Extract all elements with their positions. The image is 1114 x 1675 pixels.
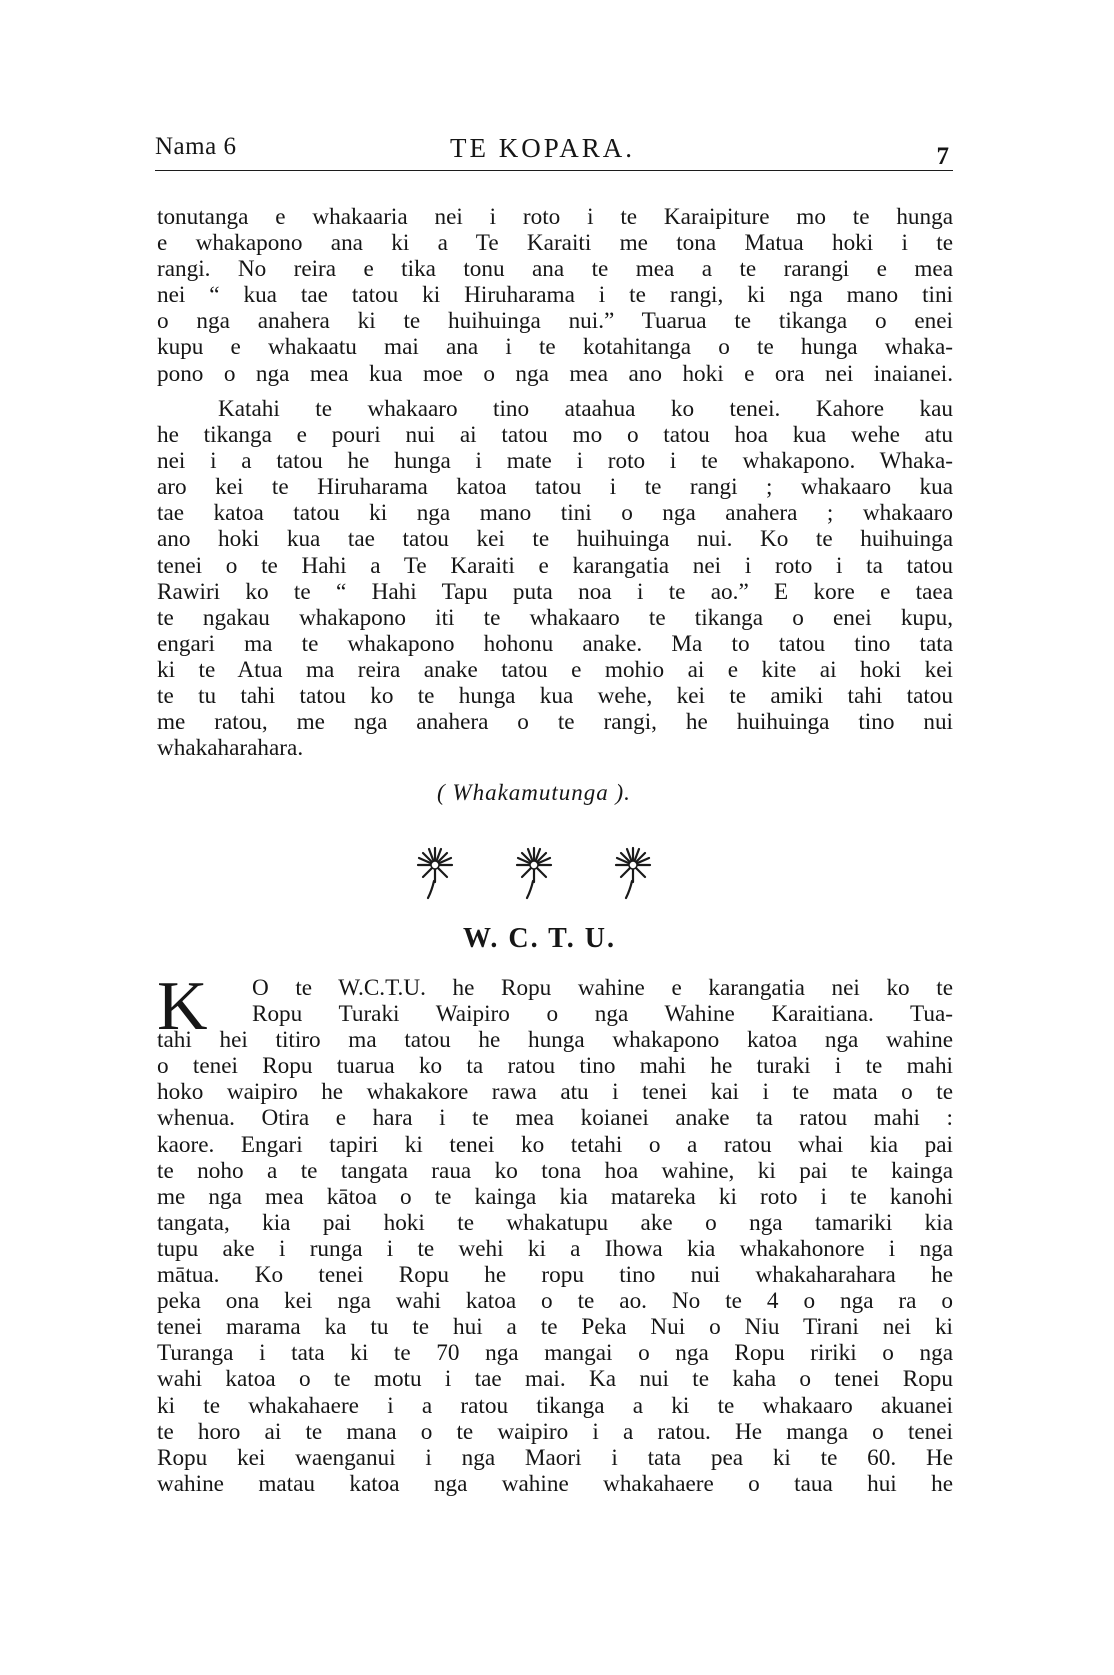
text-line: nei i a tatou he hunga i mate i roto i te whakapono. Whaka-: [157, 448, 953, 475]
text-line: Katahi te whakaaro tino ataahua ko tenei. Kahore kau: [218, 396, 953, 422]
text-line: Rawiri ko te “ Hahi Tapu puta noa i te ao.” E kore e taea: [157, 578, 953, 605]
drop-cap: K: [157, 968, 208, 1045]
text-line: Turanga i tata ki te 70 nga mangai o nga Ropu ririki o nga: [157, 1340, 953, 1367]
paragraph-1: [157, 204, 953, 387]
flower-ornament-icon: [604, 843, 662, 901]
journal-title: TE KOPARA.: [450, 133, 636, 163]
paragraph-2: [157, 396, 953, 761]
paragraph-3: [157, 968, 953, 1497]
text-line: kaore. Engari tapiri ki tenei ko tetahi o a ratou whai kia pai: [157, 1131, 953, 1158]
ornament-divider: [406, 843, 706, 901]
text-line: hoko waipiro he whakakore rawa atu i tenei kai i te mata o te: [157, 1079, 953, 1106]
text-line: tonutanga e whakaaria nei i roto i te Karaipiture mo te hunga: [157, 204, 953, 230]
text-line: o tenei Ropu tuarua ko ta ratou tino mahi he turaki i te mahi: [157, 1053, 953, 1080]
text-line: o nga anahera ki te huihuinga nui.” Tuarua te tikanga o enei: [157, 308, 953, 335]
text-line: pono o nga mea kua moe o nga mea ano hoki e ora nei inaianei.: [157, 360, 953, 387]
text-line: tahi hei titiro ma tatou he hunga whakapono katoa nga wahine: [157, 1027, 953, 1054]
text-line: nei “ kua tae tatou ki Hiruharama i te rangi, ki nga mano tini: [157, 282, 953, 309]
text-line: tupu ake i runga i te wehi ki a Ihowa kia whakahonore i nga: [157, 1235, 953, 1262]
text-line: he tikanga e pouri nui ai tatou mo o tatou hoa kua wehe atu: [157, 422, 953, 449]
text-line: peka ona kei nga wahi katoa o te ao. No te 4 o nga ra o: [157, 1288, 953, 1315]
text-line: tae katoa tatou ki nga mano tini o nga anahera ; whakaaro: [157, 500, 953, 527]
text-line: wahine matau katoa nga wahine whakahaere o taua hui he: [157, 1470, 953, 1497]
text-line: tangata, kia pai hoki te whakatupu ake o nga tamariki kia: [157, 1209, 953, 1236]
text-line: te ngakau whakapono iti te whakaaro te tikanga o enei kupu,: [157, 604, 953, 631]
text-line: kupu e whakaatu mai ana i te kotahitanga o te hunga whaka-: [157, 334, 953, 361]
text-line: ano hoki kua tae tatou kei te huihuinga nui. Ko te huihuinga: [157, 526, 953, 553]
text-line: whakaharahara.: [157, 735, 304, 762]
text-line: mātua. Ko tenei Ropu he ropu tino nui whakaharahara he: [157, 1262, 953, 1289]
header-rule: [155, 170, 953, 171]
text-line: te horo ai te mana o te waipiro i a ratou. He manga o tenei: [157, 1418, 953, 1445]
text-line: tenei o te Hahi a Te Karaiti e karangatia nei i roto i ta tatou: [157, 552, 953, 579]
text-line: e whakapono ana ki a Te Karaiti me tona Matua hoki i te: [157, 230, 953, 257]
text-line: rangi. No reira e tika tonu ana te mea a te rarangi e mea: [157, 256, 953, 283]
text-line: wahi katoa o te motu i tae mai. Ka nui te kaha o tenei Ropu: [157, 1366, 953, 1393]
page-number: 7: [936, 143, 949, 170]
flower-ornament-icon: [406, 843, 464, 901]
section-heading: W. C. T. U.: [463, 923, 616, 954]
text-line: aro kei te Hiruharama katoa tatou i te rangi ; whakaaro kua: [157, 474, 953, 501]
text-line: tenei marama ka tu te hui a te Peka Nui o Niu Tirani nei ki: [157, 1314, 953, 1341]
text-line: Ropu Turaki Waipiro o nga Wahine Karaitiana. Tua-: [252, 1001, 953, 1028]
text-line: O te W.C.T.U. he Ropu wahine e karangatia nei ko te: [252, 975, 953, 1001]
issue-number: Nama 6: [155, 133, 237, 160]
article-signature: ( Whakamutunga ).: [437, 780, 631, 805]
running-header: [155, 133, 955, 173]
text-line: whenua. Otira e hara i te mea koianei anake ta ratou mahi :: [157, 1105, 953, 1132]
text-line: engari ma te whakapono hohonu anake. Ma to tatou tino tata: [157, 630, 953, 657]
text-line: te noho a te tangata raua ko tona hoa wahine, ki pai te kainga: [157, 1157, 953, 1184]
text-line: me ratou, me nga anahera o te rangi, he huihuinga tino nui: [157, 709, 953, 736]
text-line: me nga mea kātoa o te kainga kia matareka ki roto i te kanohi: [157, 1183, 953, 1210]
text-line: ki te Atua ma reira anake tatou e mohio ai e kite ai hoki kei: [157, 656, 953, 683]
text-line: Ropu kei waenganui i nga Maori i tata pea ki te 60. He: [157, 1444, 953, 1471]
text-line: te tu tahi tatou ko te hunga kua wehe, kei te amiki tahi tatou: [157, 683, 953, 710]
flower-ornament-icon: [505, 843, 563, 901]
text-line: ki te whakahaere i a ratou tikanga a ki te whakaaro akuanei: [157, 1392, 953, 1419]
